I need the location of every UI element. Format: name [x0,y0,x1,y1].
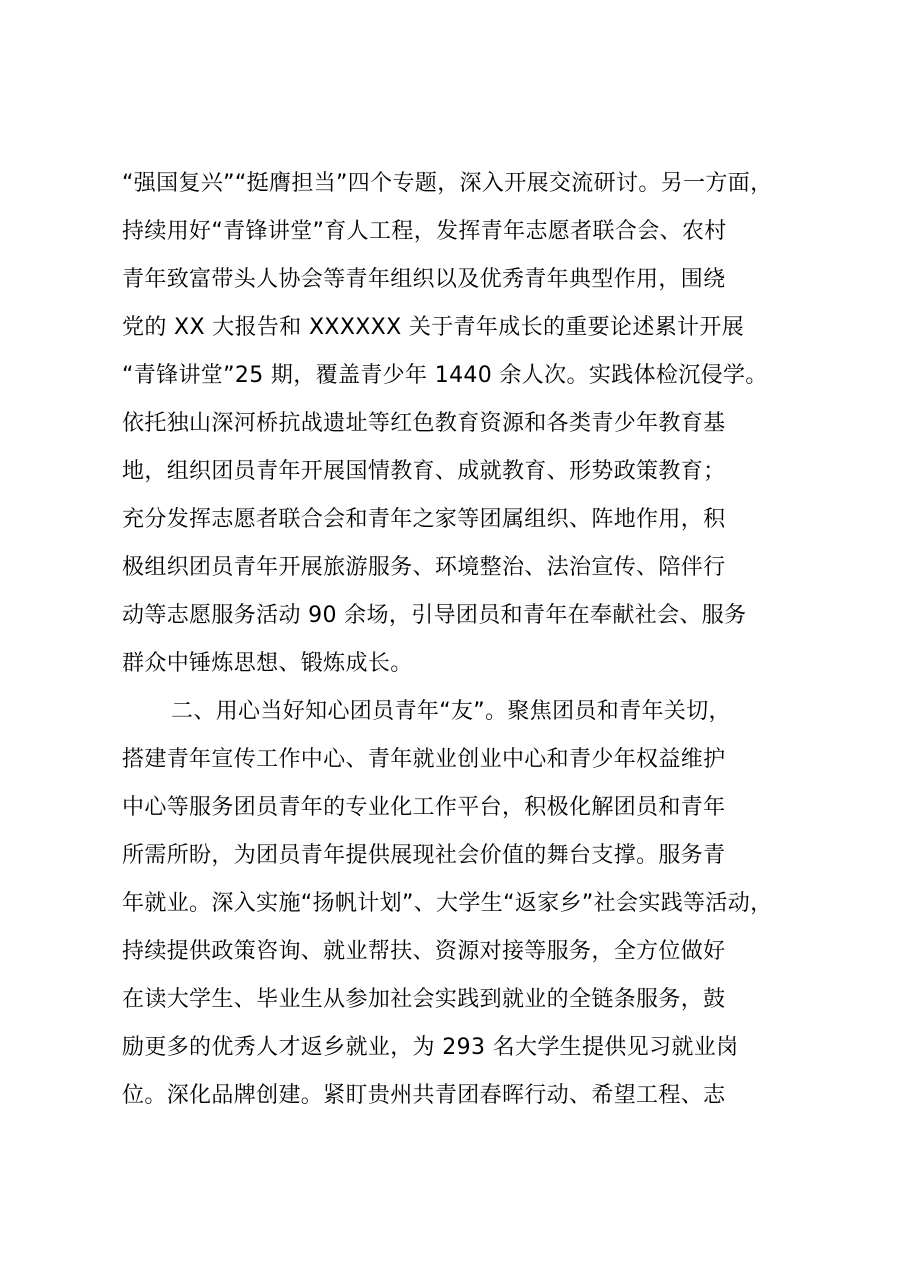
text-line: “强国复兴”“挺膺担当”四个专题，深入开展交流研讨。另一方面， [122,171,773,196]
paragraph-heading-line: 二、用心当好知心团员青年“友”。聚焦团员和青年关切， [171,699,731,724]
text-line: 中心等服务团员青年的专业化工作平台，积极化解团员和青年 [122,795,726,820]
text-line: 持续提供政策咨询、就业帮扶、资源对接等服务，全方位做好 [122,939,726,964]
text-line: 搭建青年宣传工作中心、青年就业创业中心和青少年权益维护 [122,747,726,772]
text-line: 在读大学生、毕业生从参加社会实践到就业的全链条服务，鼓 [122,987,726,1012]
text-line: 群众中锤炼思想、锻炼成长。 [122,651,413,676]
text-line: 动等志愿服务活动 90 余场，引导团员和青年在奉献社会、服务 [122,603,747,628]
text-line: 地，组织团员青年开展国情教育、成就教育、形势政策教育； [122,459,726,484]
text-line: “青锋讲堂”25 期，覆盖青少年 1440 余人次。实践体检沉侵学。 [122,363,768,388]
text-line: 所需所盼，为团员青年提供展现社会价值的舞台支撑。服务青 [122,843,726,868]
text-line: 青年致富带头人协会等青年组织以及优秀青年典型作用，围绕 [122,267,726,292]
text-line: 党的 XX 大报告和 XXXXXX 关于青年成长的重要论述累计开展 [122,315,745,340]
text-line: 励更多的优秀人才返乡就业，为 293 名大学生提供见习就业岗 [122,1035,739,1060]
text-line: 充分发挥志愿者联合会和青年之家等团属组织、阵地作用，积 [122,507,726,532]
text-line: 极组织团员青年开展旅游服务、环境整治、法治宣传、陪伴行 [122,555,726,580]
text-line: 依托独山深河桥抗战遗址等红色教育资源和各类青少年教育基 [122,411,726,436]
text-line: 位。深化品牌创建。紧盯贵州共青团春晖行动、希望工程、志 [122,1083,726,1108]
text-line: 持续用好“青锋讲堂”育人工程，发挥青年志愿者联合会、农村 [122,219,727,244]
text-line: 年就业。深入实施“扬帆计划”、大学生“返家乡”社会实践等活动， [122,891,773,916]
